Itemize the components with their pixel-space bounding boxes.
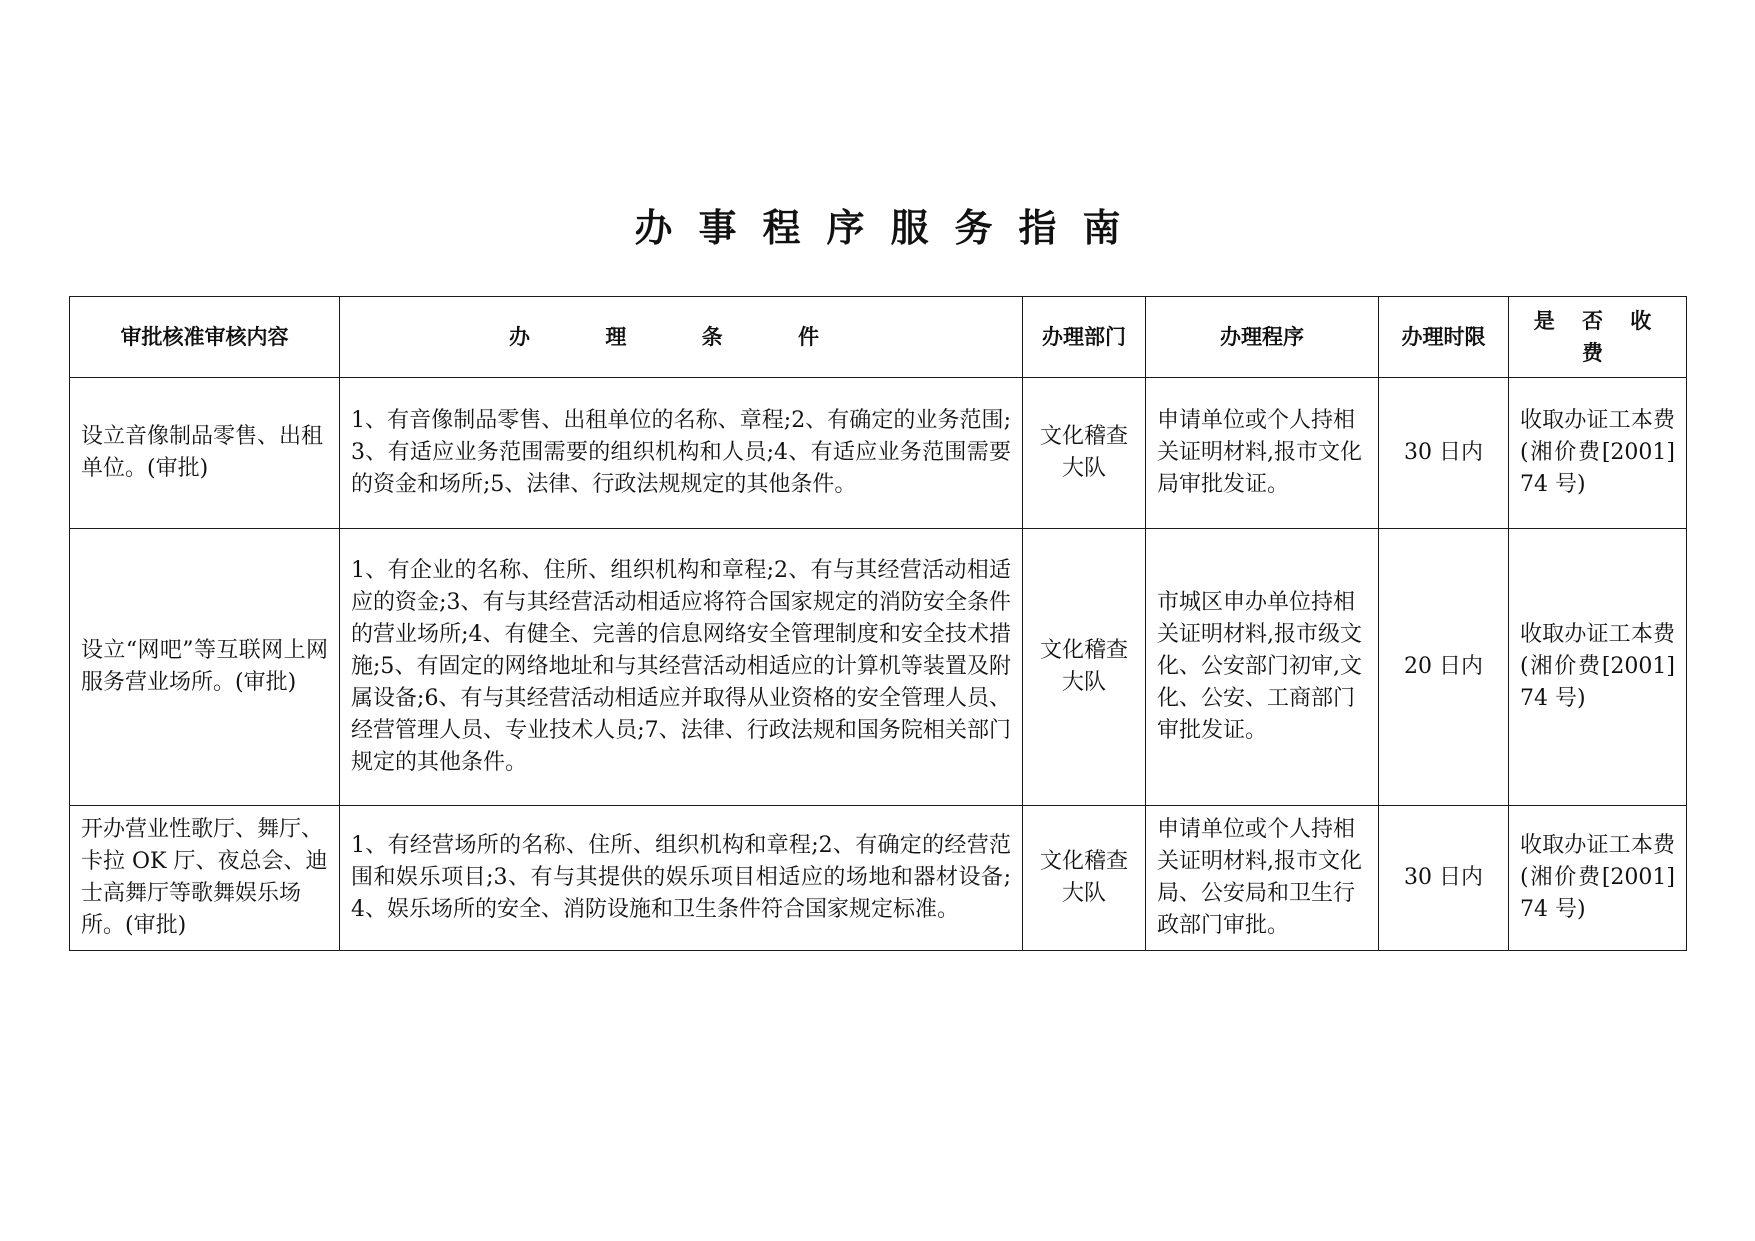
row-department: 文化稽查大队 (1023, 529, 1146, 806)
row-item: 开办营业性歌厅、舞厅、卡拉 OK 厅、夜总会、迪士高舞厅等歌舞娱乐场所。(审批) (70, 806, 340, 951)
row-procedure: 申请单位或个人持相关证明材料,报市文化局、公安局和卫生行政部门审批。 (1146, 806, 1379, 951)
row-conditions: 1、有经营场所的名称、住所、组织机构和章程;2、有确定的经营范围和娱乐项目;3、有与其提供的娱乐项目相适应的场地和器材设备;4、娱乐场所的安全、消防设施和卫生条件符合国家规定标准。 (340, 806, 1023, 951)
header-department: 办理部门 (1023, 297, 1146, 378)
row-time-limit: 30 日内 (1379, 378, 1509, 529)
row-fee: 收取办证工本费(湘价费[2001]74 号) (1509, 378, 1687, 529)
row-department: 文化稽查大队 (1023, 378, 1146, 529)
row-procedure: 市城区申办单位持相关证明材料,报市级文化、公安部门初审,文化、公安、工商部门审批发证。 (1146, 529, 1379, 806)
page-title: 办事程序服务指南 (634, 206, 1147, 251)
table-row (70, 806, 1687, 951)
row-item: 设立“网吧”等互联网上网服务营业场所。(审批) (70, 529, 340, 806)
header-item: 审批核准审核内容 (70, 297, 340, 378)
header-fee: 是 否 收 费 (1509, 297, 1687, 378)
header-time-limit: 办理时限 (1379, 297, 1509, 378)
row-fee: 收取办证工本费(湘价费[2001]74 号) (1509, 806, 1687, 951)
row-time-limit: 20 日内 (1379, 529, 1509, 806)
header-conditions: 办 理 条 件 (340, 297, 1023, 378)
table-header-row (70, 297, 1687, 378)
table-row (70, 378, 1687, 529)
row-conditions: 1、有企业的名称、住所、组织机构和章程;2、有与其经营活动相适应的资金;3、有与其经营活动相适应将符合国家规定的消防安全条件的营业场所;4、有健全、完善的信息网络安全管理制度和安全技术措施;5、有固定的网络地址和与其经营活动相适应的计算机等装置及附属设备;6、有与其经营活动相适应并取得从业资格的安全管理人员、经营管理人员、专业技术人员;7、法律、行政法规和国务院相关部门规定的其他条件。 (340, 529, 1023, 806)
service-guide-table (69, 296, 1687, 951)
row-time-limit: 30 日内 (1379, 806, 1509, 951)
row-conditions: 1、有音像制品零售、出租单位的名称、章程;2、有确定的业务范围;3、有适应业务范围需要的组织机构和人员;4、有适应业务范围需要的资金和场所;5、法律、行政法规规定的其他条件。 (340, 378, 1023, 529)
header-procedure: 办理程序 (1146, 297, 1379, 378)
row-fee: 收取办证工本费(湘价费[2001]74 号) (1509, 529, 1687, 806)
row-department: 文化稽查大队 (1023, 806, 1146, 951)
row-item: 设立音像制品零售、出租单位。(审批) (70, 378, 340, 529)
table-row (70, 529, 1687, 806)
row-procedure: 申请单位或个人持相关证明材料,报市文化局审批发证。 (1146, 378, 1379, 529)
